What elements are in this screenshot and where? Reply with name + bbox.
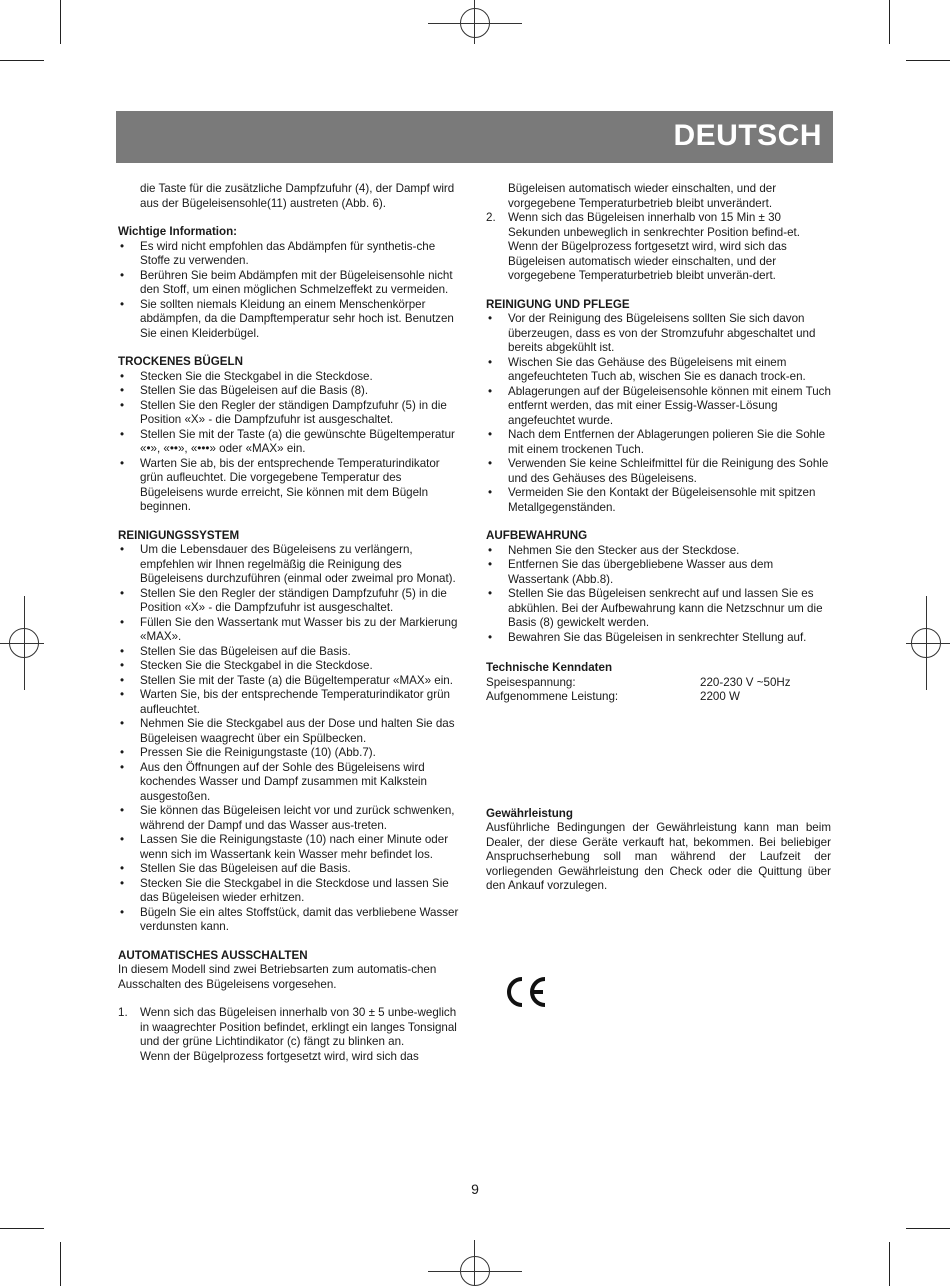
list-item: • Stellen Sie das Bügeleisen auf die Basis. [120, 644, 351, 658]
list-item: • Stellen Sie den Regler der ständigen Dampfzufuhr (5) in die Position «X» - die Dampfzufuhr ist ausgeschaltet. [120, 398, 447, 426]
list-item: • Bewahren Sie das Bügeleisen in senkrechter Stellung auf. [488, 630, 807, 644]
ce-mark-icon [502, 975, 548, 1009]
list-item: • Stecken Sie die Steckgabel in die Steckdose und lassen Sie das Bügeleisen wieder erhitzen. [120, 876, 449, 904]
auto-off-continuation: Bügeleisen automatisch wieder einschalten, und der vorgegebene Temperaturbetrieb bleibt unverändert. [508, 182, 777, 210]
spec-row [486, 676, 831, 691]
list-item: • Lassen Sie die Reinigungstaste (10) nach einer Minute oder wenn sich im Wassertank kein Wasser mehr befindet los. [120, 833, 449, 861]
spec-label: Aufgenommene Leistung: [486, 690, 619, 703]
section-heading: Gewährleistung [486, 806, 573, 820]
list-item: • Stellen Sie das Bügeleisen auf die Basis (8). [120, 384, 369, 397]
list-item: • Füllen Sie den Wassertank mut Wasser bis zu der Markierung «MAX». [120, 615, 458, 643]
list-item: • Sie können das Bügeleisen leicht vor und zurück schwenken, während der Dampf und das Wasser aus-treten. [120, 804, 455, 832]
right-column [486, 182, 831, 894]
storage-list [486, 544, 831, 646]
spec-row [486, 690, 831, 705]
cleaning-system-list [118, 543, 462, 935]
list-item: • Stecken Sie die Steckgabel in die Steckdose. [120, 369, 373, 383]
spec-value: 2200 W [700, 690, 740, 703]
list-item: • Stellen Sie das Bügeleisen auf die Basis. [120, 862, 351, 875]
list-item: • Bügeln Sie ein altes Stoffstück, damit das verbliebene Wasser verdunsten kann. [120, 905, 459, 933]
list-item: • Verwenden Sie keine Schleifmittel für die Reinigung des Sohle und des Gehäuses des Bügeleisens. [488, 457, 829, 485]
spec-label: Speisespannung: [486, 675, 576, 689]
list-item: • Um die Lebensdauer des Bügeleisens zu verlängern, empfehlen wir Ihnen regelmäßig die Reinigung des Bügeleisens durchzuführen (einmal oder zweimal pro Monat). [120, 543, 456, 585]
crop-mark [906, 1228, 950, 1229]
crop-mark [889, 1242, 890, 1286]
section-heading: Technische Kenndaten [486, 661, 613, 674]
list-item: • Warten Sie, bis der entsprechende Temperaturindikator grün aufleuchtet. [120, 688, 450, 716]
bullet: • [120, 297, 125, 311]
language-title: DEUTSCH [673, 119, 822, 152]
intro-paragraph: die Taste für die zusätzliche Dampfzufuhr (4), der Dampf wird aus der Bügeleisensohle(11) austreten (Abb. 6). [140, 182, 455, 210]
numbered-item: 2. Wenn sich das Bügeleisen innerhalb von 15 Min ± 30 Sekunden unbeweglich in senkrechter Position befind-et. Wenn der Bügelprozess fortgesetzt wird, wird sich das Bügeleisen automatisch wieder einschalten, und der vorgegebene Temperaturbetrieb bleibt unverän-dert. [486, 211, 800, 282]
item-number: 2. [486, 211, 496, 224]
crop-mark [0, 60, 44, 61]
dry-ironing-list [118, 370, 462, 515]
list-item: • Nehmen Sie die Steckgabel aus der Dose und halten Sie das Bügeleisen waagrecht über ein Spülbecken. [120, 717, 455, 745]
crop-mark [60, 1242, 61, 1286]
section-heading: REINIGUNG UND PFLEGE [486, 297, 630, 311]
list-item: • Stellen Sie das Bügeleisen senkrecht auf und lassen Sie es abkühlen. Bei der Aufbewahrung kann die Netzschnur um die Basis (8) gewickelt werden. [488, 587, 823, 629]
list-item: • Nehmen Sie den Stecker aus der Steckdose. [488, 543, 740, 557]
crop-mark [906, 60, 950, 61]
bullet: • [120, 268, 125, 282]
list-item: • Aus den Öffnungen auf der Sohle des Bügeleisens wird kochendes Wasser und Dampf zusammen mit Kalkstein ausgestoßen. [120, 760, 427, 803]
care-list [486, 312, 831, 515]
list-item: • Sie sollten niemals Kleidung an einem Menschenkörper abdämpfen, da die Dampftemperatur sehr hoch ist. Benutzen Sie einen Kleiderbügel. [120, 297, 454, 340]
warranty-text: Ausführliche Bedingungen der Gewährleistung kann man beim Dealer, der diese Geräte verkauft hat, bekommen. Bei beliebiger Anspruchserhebung soll man während der Laufzeit der vorliegenden Gewährleistung den Check oder die Quittung über den Ankauf vorzulegen. [486, 821, 831, 892]
list-item: • Es wird nicht empfohlen das Abdämpfen für synthetis-che Stoffe zu verwenden. [120, 239, 436, 267]
auto-off-intro: In diesem Modell sind zwei Betriebsarten zum automatis-chen Ausschalten des Bügeleisens vorgesehen. [118, 963, 437, 991]
crop-mark [60, 0, 61, 44]
list-item: • Vor der Reinigung des Bügeleisens sollten Sie sich davon überzeugen, dass es von der Stromzufuhr abgeschaltet und bereits abgekühlt ist. [488, 312, 816, 354]
crop-mark [889, 0, 890, 44]
numbered-item-continuation: Wenn der Bügelprozess fortgesetzt wird, wird sich das [140, 1049, 419, 1063]
section-heading: Wichtige Information: [118, 225, 238, 238]
important-list [118, 240, 462, 342]
list-item: • Wischen Sie das Gehäuse des Bügeleisens mit einem angefeuchteten Tuch ab, wischen Sie es danach trock-en. [488, 355, 806, 383]
left-column [118, 182, 462, 1064]
section-heading: TROCKENES BÜGELN [118, 355, 243, 368]
numbered-item: 1. Wenn sich das Bügeleisen innerhalb von 30 ± 5 unbe-weglich in waagrechter Position befindet, erklingt ein langes Tonsignal und der grüne Lichtindikator (c) fängt zu blinken an. [118, 1006, 457, 1048]
page-number: 9 [471, 1181, 479, 1197]
list-item: • Pressen Sie die Reinigungstaste (10) (Abb.7). [120, 746, 376, 759]
item-number: 1. [118, 1006, 128, 1019]
list-item: • Nach dem Entfernen der Ablagerungen polieren Sie die Sohle mit einem trockenen Tuch. [488, 428, 826, 456]
bullet: • [120, 239, 125, 253]
list-item: • Berühren Sie beim Abdämpfen mit der Bügeleisensohle nicht den Stoff, um einen möglichen Schmelzeffekt zu vermeiden. [120, 268, 453, 296]
list-item: • Ablagerungen auf der Bügeleisensohle können mit einem Tuch entfernt werden, das mit einer Essig-Wasser-Lösung angefeuchtet wurde. [488, 384, 831, 427]
spec-value: 220-230 V ~50Hz [700, 675, 791, 689]
list-item: • Vermeiden Sie den Kontakt der Bügeleisensohle mit spitzen Metallgegenständen. [488, 486, 816, 514]
list-item: • Stellen Sie mit der Taste (a) die Bügeltemperatur «MAX» ein. [120, 673, 453, 687]
list-item: • Stellen Sie den Regler der ständigen Dampfzufuhr (5) in die Position «X» - die Dampfzufuhr ist ausgeschaltet. [120, 586, 447, 614]
list-item: • Warten Sie ab, bis der entsprechende Temperaturindikator grün aufleuchtet. Die vorgegebene Temperatur des Bügeleisens wurde erreicht, Sie können mit dem Bügeln beginnen. [120, 456, 440, 513]
list-item: • Stecken Sie die Steckgabel in die Steckdose. [120, 659, 373, 672]
crop-mark [0, 1228, 44, 1229]
list-item: • Entfernen Sie das übergebliebene Wasser aus dem Wassertank (Abb.8). [488, 558, 774, 586]
list-item: • Stellen Sie mit der Taste (a) die gewünschte Bügeltemperatur «•», «••», «•••» oder «MAX» ein. [120, 427, 455, 455]
section-heading: AUTOMATISCHES AUSSCHALTEN [118, 948, 308, 962]
section-heading: REINIGUNGSSYSTEM [118, 528, 240, 542]
language-banner [116, 111, 833, 163]
section-heading: AUFBEWAHRUNG [486, 529, 588, 542]
